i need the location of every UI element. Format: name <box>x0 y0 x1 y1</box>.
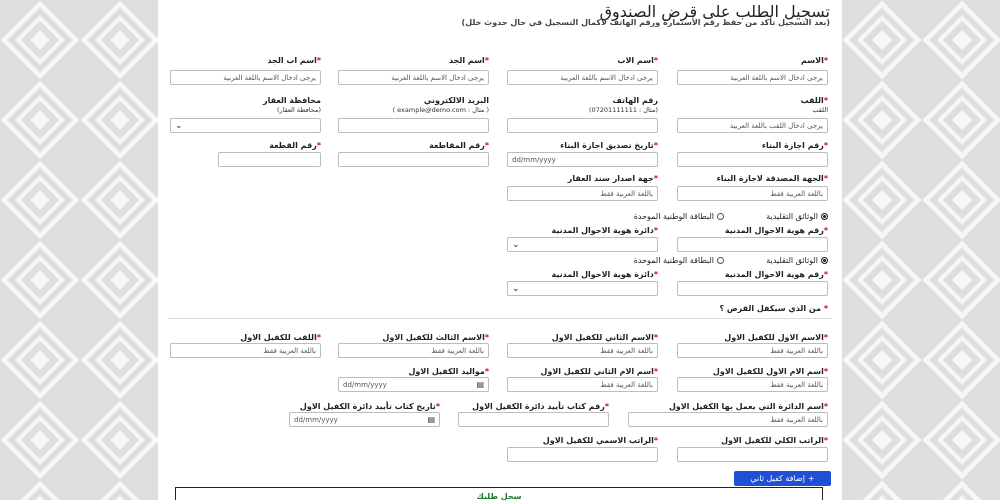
property-governorate-hint: (محافظة العقار) <box>276 106 321 114</box>
section-divider <box>168 318 832 319</box>
civil-id-number-label-1: *رقم هوية الاحوال المدنية <box>724 226 828 235</box>
name-input[interactable]: يرجى ادخال الاسم باللغة العربية <box>677 70 828 85</box>
radio-traditional-docs-2[interactable]: الوثائق التقليدية <box>766 256 828 265</box>
deed-issuer-input[interactable]: باللغة العربية فقط <box>507 186 658 201</box>
guarantor-nominal-salary-input[interactable] <box>507 447 658 462</box>
plot-number-label: *رقم القطعة <box>269 141 321 150</box>
decorative-pattern-left <box>0 0 158 500</box>
guarantor-employer-label: *اسم الدائرة التي يعمل بها الكفيل الاول <box>668 402 828 411</box>
permit-issuer-label: *الجهة المصدقة لاجازة البناء <box>716 174 828 183</box>
building-permit-date-label: *تاريخ تصديق اجازة البناء <box>560 141 658 150</box>
add-second-guarantor-label: إضافة كفيل ثاني <box>750 474 805 483</box>
surname-input[interactable]: يرجى ادخال اللقب باللغة العربية <box>677 118 828 133</box>
guarantor-surname-input[interactable]: باللغة العربية فقط <box>170 343 321 358</box>
civil-id-department-label-1: *دائرة هوية الاحوال المدنية <box>551 226 658 235</box>
radio-selected-icon <box>821 213 828 220</box>
surname-label: *اللقب <box>800 96 828 105</box>
radio-unselected-icon <box>717 213 724 220</box>
father-name-input[interactable]: يرجى ادخال الاسم باللغة العربية <box>507 70 658 85</box>
loan-application-form <box>158 0 842 500</box>
radio-national-card-1[interactable]: البطاقة الوطنية الموحدة <box>634 212 724 221</box>
plus-icon: + <box>807 474 815 483</box>
radio-selected-icon <box>821 257 828 264</box>
civil-id-number-input-1[interactable] <box>677 237 828 252</box>
property-governorate-select[interactable] <box>170 118 321 133</box>
page-title: تسجيل الطلب على قرض الصندوق <box>599 2 830 21</box>
add-second-guarantor-button[interactable] <box>734 471 831 486</box>
district-number-label: *رقم المقاطعة <box>429 141 489 150</box>
guarantor-total-salary-input[interactable] <box>677 447 828 462</box>
father-name-label: *اسم الاب <box>617 56 658 65</box>
guarantor-employer-input[interactable]: باللغة العربية فقط <box>628 412 828 427</box>
surname-hint: اللقب <box>812 106 828 114</box>
building-permit-number-input[interactable] <box>677 152 828 167</box>
decorative-pattern-right <box>842 0 1000 500</box>
chevron-down-icon: ⌄ <box>512 239 520 250</box>
guarantor-second-name-input[interactable]: باللغة العربية فقط <box>507 343 658 358</box>
guarantor-first-name-input[interactable]: باللغة العربية فقط <box>677 343 828 358</box>
guarantor-birth-date-input[interactable] <box>338 377 489 392</box>
radio-unselected-icon <box>717 257 724 264</box>
civil-id-number-input-2[interactable] <box>677 281 828 296</box>
great-grandfather-name-label: *اسم اب الجد <box>267 56 321 65</box>
phone-hint: (مثال : 07201111111) <box>588 106 658 114</box>
guarantor-birth-label: *مواليد الكفيل الاول <box>408 367 489 376</box>
radio-traditional-docs-1[interactable]: الوثائق التقليدية <box>766 212 828 221</box>
guarantor-second-name-label: *الاسم الثاني للكفيل الاول <box>551 333 658 342</box>
email-label: البريد الالكتروني <box>423 96 489 105</box>
guarantor-letter-number-label: *رقم كتاب تأييد دائرة الكفيل الاول <box>472 402 609 411</box>
phone-input[interactable] <box>507 118 658 133</box>
great-grandfather-name-input[interactable]: يرجى ادخال الاسم باللغة العربية <box>170 70 321 85</box>
guarantor-total-salary-label: *الراتب الكلي للكفيل الاول <box>721 436 828 445</box>
guarantor-mother-first-name-label: *اسم الام الاول للكفيل الاول <box>712 367 828 376</box>
guarantor-mother-second-name-input[interactable]: باللغة العربية فقط <box>507 377 658 392</box>
calendar-icon[interactable]: ▤ <box>427 415 435 424</box>
guarantor-question: * من الذي سيكفل القرض ؟ <box>719 304 828 313</box>
guarantor-mother-second-name-label: *اسم الام الثاني للكفيل الاول <box>540 367 658 376</box>
calendar-icon[interactable]: ▤ <box>476 380 484 389</box>
plot-number-input[interactable] <box>218 152 321 167</box>
guarantor-first-name-label: *الاسم الاول للكفيل الاول <box>724 333 828 342</box>
guarantor-letter-date-label: *تاريخ كتاب تأييد دائرة الكفيل الاول <box>299 402 440 411</box>
chevron-down-icon: ⌄ <box>512 283 520 294</box>
page-subtitle: (بعد التسجيل تأكد من حفظ رقم الأستمارة ورقم الهاتف لاكمال التسجيل في حال حدوث خلل) <box>461 18 830 27</box>
phone-label: رقم الهاتف <box>612 96 658 105</box>
civil-id-department-select-2[interactable] <box>507 281 658 296</box>
name-label: *الاسم <box>800 56 828 65</box>
grandfather-name-input[interactable]: يرجى ادخال الاسم باللغة العربية <box>338 70 489 85</box>
permit-issuer-input[interactable]: باللغة العربية فقط <box>677 186 828 201</box>
radio-national-card-2[interactable]: البطاقة الوطنية الموحدة <box>634 256 724 265</box>
building-permit-number-label: *رقم اجازة البناء <box>761 141 828 150</box>
civil-id-number-label-2: *رقم هوية الاحوال المدنية <box>724 270 828 279</box>
property-governorate-label: محافظة العقار <box>262 96 321 105</box>
email-input[interactable] <box>338 118 489 133</box>
guarantor-surname-label: *اللقب للكفيل الاول <box>240 333 321 342</box>
submit-application-button[interactable]: سجل طلبك <box>175 487 823 500</box>
grandfather-name-label: *اسم الجد <box>449 56 489 65</box>
civil-id-department-select-1[interactable] <box>507 237 658 252</box>
guarantor-nominal-salary-label: *الراتب الاسمي للكفيل الاول <box>542 436 658 445</box>
guarantor-mother-first-name-input[interactable]: باللغة العربية فقط <box>677 377 828 392</box>
date-placeholder: dd/mm/yyyy <box>294 415 338 424</box>
guarantor-third-name-input[interactable]: باللغة العربية فقط <box>338 343 489 358</box>
building-permit-date-input[interactable] <box>507 152 658 167</box>
date-placeholder: dd/mm/yyyy <box>343 380 387 389</box>
guarantor-letter-number-input[interactable] <box>458 412 609 427</box>
civil-id-department-label-2: *دائرة هوية الاحوال المدنية <box>551 270 658 279</box>
email-hint: ( مثال : example@demo.com ) <box>392 106 489 114</box>
guarantor-letter-date-input[interactable] <box>289 412 440 427</box>
chevron-down-icon: ⌄ <box>175 120 183 131</box>
district-number-input[interactable] <box>338 152 489 167</box>
date-placeholder: dd/mm/yyyy <box>512 155 556 164</box>
guarantor-third-name-label: *الاسم الثالث للكفيل الاول <box>382 333 489 342</box>
deed-issuer-label: *جهة اصدار سند العقار <box>567 174 658 183</box>
